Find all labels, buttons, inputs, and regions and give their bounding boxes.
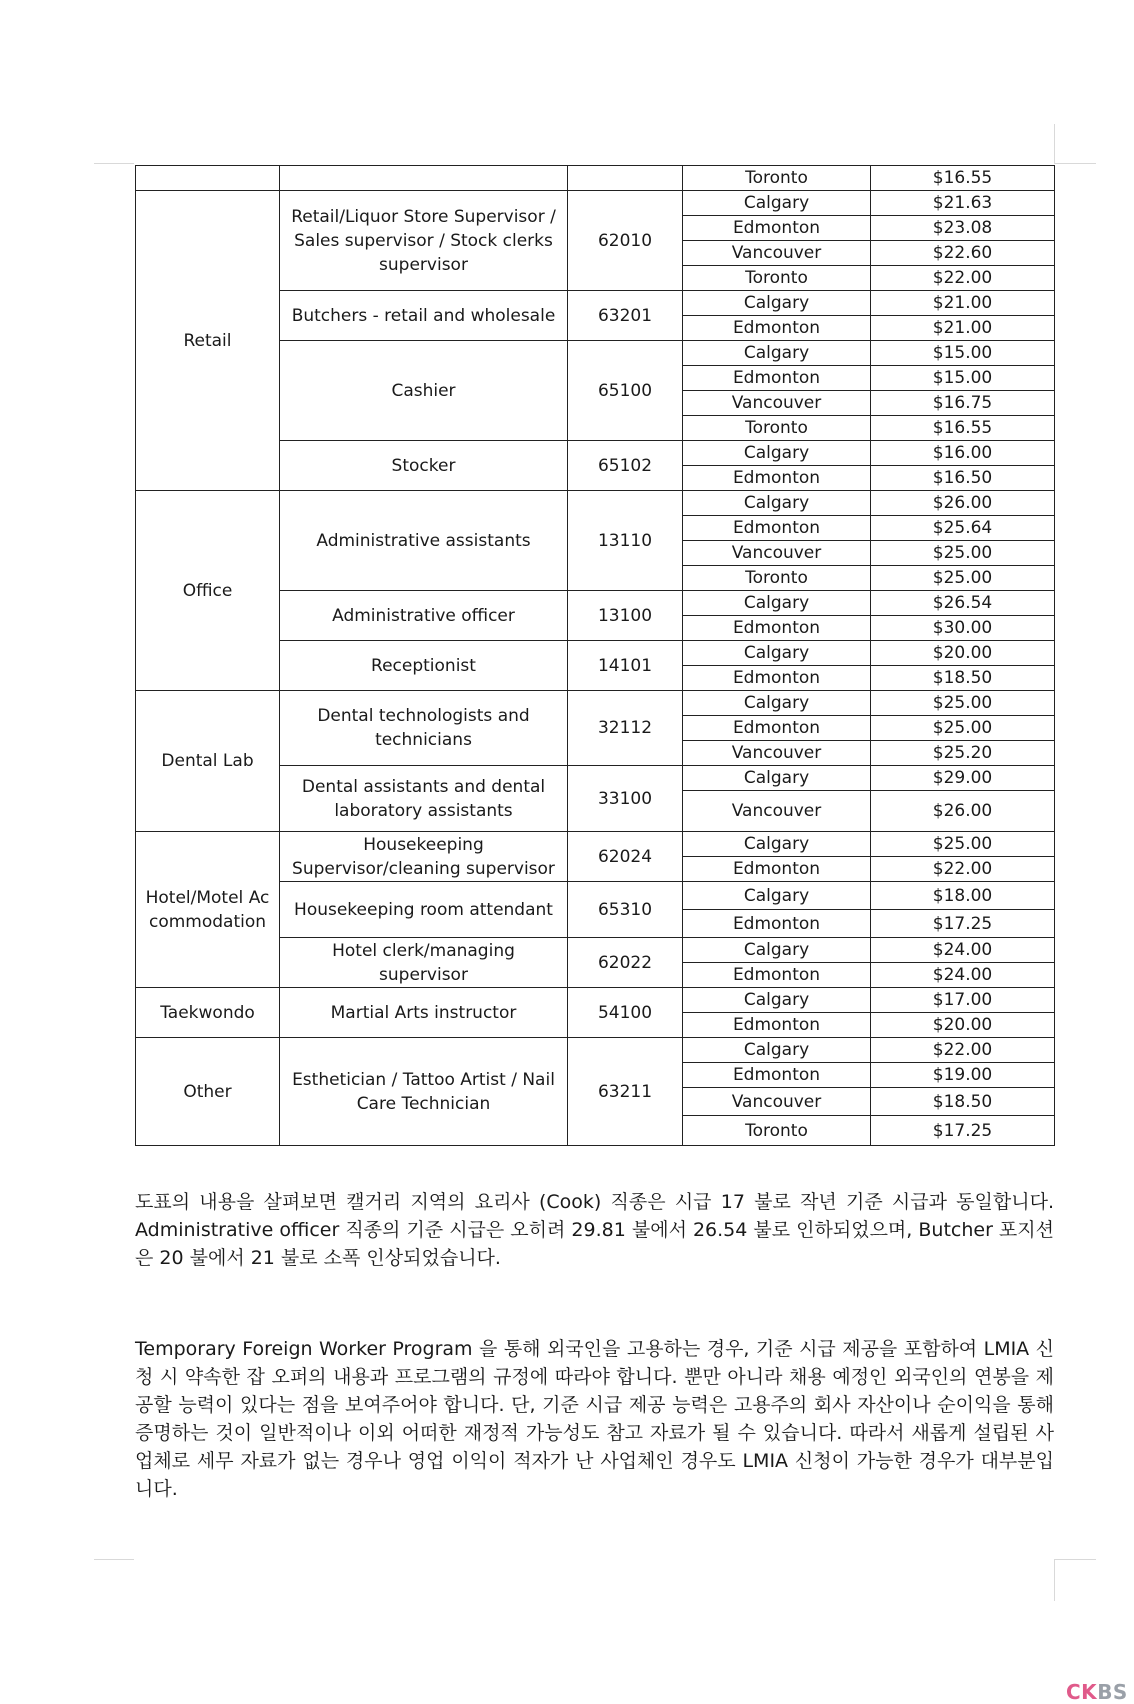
city-cell: Calgary (683, 591, 871, 616)
city-cell: Edmonton (683, 666, 871, 691)
noc-cell: 32112 (568, 691, 683, 766)
noc-cell: 54100 (568, 988, 683, 1038)
category-cell: Dental Lab (136, 691, 280, 832)
table-row (136, 491, 1055, 516)
crop-mark (94, 1559, 134, 1560)
wage-cell: $25.00 (871, 541, 1055, 566)
wage-cell: $17.00 (871, 988, 1055, 1013)
wage-cell: $15.00 (871, 341, 1055, 366)
city-cell: Edmonton (683, 616, 871, 641)
table-row (136, 1038, 1055, 1063)
wage-cell: $25.20 (871, 741, 1055, 766)
wage-cell: $24.00 (871, 938, 1055, 963)
noc-cell: 65100 (568, 341, 683, 441)
table-row (136, 691, 1055, 716)
job-cell: Receptionist (280, 641, 568, 691)
wage-cell: $25.64 (871, 516, 1055, 541)
table-row (136, 832, 1055, 857)
job-cell: Administrative officer (280, 591, 568, 641)
crop-mark (1054, 1559, 1055, 1601)
noc-cell: 63201 (568, 291, 683, 341)
category-cell: Retail (136, 191, 280, 491)
wage-cell: $23.08 (871, 216, 1055, 241)
wage-cell: $18.50 (871, 666, 1055, 691)
wage-cell: $16.55 (871, 166, 1055, 191)
city-cell: Edmonton (683, 466, 871, 491)
city-cell: Calgary (683, 882, 871, 910)
city-cell: Calgary (683, 341, 871, 366)
city-cell: Calgary (683, 641, 871, 666)
job-cell: Dental technologists and technicians (280, 691, 568, 766)
table-row (136, 191, 1055, 216)
city-cell: Calgary (683, 491, 871, 516)
wage-cell: $17.25 (871, 1116, 1055, 1146)
noc-cell: 13100 (568, 591, 683, 641)
job-cell: Esthetician / Tattoo Artist / Nail Care Technician (280, 1038, 568, 1146)
wage-cell: $17.25 (871, 910, 1055, 938)
wage-cell: $19.00 (871, 1063, 1055, 1088)
city-cell: Edmonton (683, 910, 871, 938)
tfwp-paragraph: Temporary Foreign Worker Program 을 통해 외국인을 고용하는 경우, 기준 시급 제공을 포함하여 LMIA 신청 시 약속한 잡 오퍼의 내용과 프로그램의 규정에 따라야 합니다. 뿐만 아니라 채용 예정인 외국인의 연봉을 제공할 능력이 있다는 점을 보여주어야 합니다. 단, 기준 시급 제공 능력은 고용주의 회사 자산이나 순이익을 통해 증명하는 것이 일반적이나 이외 어떠한 재정적 가능성도 참고 자료가 될 수 있습니다. 따라서 새롭게 설립된 사업체로 세무 자료가 없는 경우나 영업 이익이 적자가 난 사업체인 경우도 LMIA 신청이 가능한 경우가 대부분입니다. (135, 1338, 1054, 1500)
city-cell: Calgary (683, 691, 871, 716)
city-cell: Calgary (683, 938, 871, 963)
wage-cell: $22.00 (871, 857, 1055, 882)
city-cell: Toronto (683, 1116, 871, 1146)
job-cell: Martial Arts instructor (280, 988, 568, 1038)
crop-mark (1054, 1559, 1096, 1560)
brand-logo (1066, 1680, 1128, 1704)
wage-cell: $20.00 (871, 1013, 1055, 1038)
wage-cell: $24.00 (871, 963, 1055, 988)
brand-logo-part: BS (1097, 1680, 1128, 1704)
crop-mark (1054, 124, 1055, 164)
city-cell: Toronto (683, 566, 871, 591)
wage-cell: $21.63 (871, 191, 1055, 216)
brand-logo-part: CK (1066, 1680, 1098, 1704)
city-cell: Toronto (683, 266, 871, 291)
city-cell: Calgary (683, 441, 871, 466)
wage-cell: $22.00 (871, 266, 1055, 291)
wage-cell: $18.00 (871, 882, 1055, 910)
wage-cell: $25.00 (871, 566, 1055, 591)
wage-cell: $18.50 (871, 1088, 1055, 1116)
wage-cell: $22.00 (871, 1038, 1055, 1063)
noc-cell: 65102 (568, 441, 683, 491)
wage-cell: $30.00 (871, 616, 1055, 641)
job-cell: Hotel clerk/managing supervisor (280, 938, 568, 988)
wage-cell: $22.60 (871, 241, 1055, 266)
wage-cell: $16.55 (871, 416, 1055, 441)
category-cell: Taekwondo (136, 988, 280, 1038)
wage-cell: $26.54 (871, 591, 1055, 616)
noc-cell: 62024 (568, 832, 683, 882)
city-cell: Toronto (683, 166, 871, 191)
summary-paragraph: 도표의 내용을 살펴보면 캘거리 지역의 요리사 (Cook) 직종은 시급 17 불로 작년 기준 시급과 동일합니다. Administrative officer 직종의 기준 시급은 오히려 29.81 불에서 26.54 불로 인하되었으며, Butcher 포지션은 20 불에서 21 불로 소폭 인상되었습니다. (135, 1191, 1054, 1269)
wage-cell: $26.00 (871, 491, 1055, 516)
job-cell: Retail/Liquor Store Supervisor / Sales supervisor / Stock clerks supervisor (280, 191, 568, 291)
table-row (136, 988, 1055, 1013)
job-cell: Stocker (280, 441, 568, 491)
city-cell: Vancouver (683, 391, 871, 416)
wage-table (135, 165, 1055, 1146)
wage-cell: $15.00 (871, 366, 1055, 391)
city-cell: Calgary (683, 291, 871, 316)
wage-cell: $25.00 (871, 716, 1055, 741)
city-cell: Edmonton (683, 216, 871, 241)
noc-cell: 14101 (568, 641, 683, 691)
wage-cell: $16.50 (871, 466, 1055, 491)
city-cell: Calgary (683, 766, 871, 791)
job-cell: Dental assistants and dental laboratory assistants (280, 766, 568, 832)
table-row (136, 166, 1055, 191)
job-cell: Administrative assistants (280, 491, 568, 591)
category-cell: Hotel/Motel Accommodation (136, 832, 280, 988)
city-cell: Calgary (683, 1038, 871, 1063)
crop-mark (94, 163, 134, 164)
noc-cell: 65310 (568, 882, 683, 938)
noc-cell (568, 166, 683, 191)
city-cell: Vancouver (683, 1088, 871, 1116)
city-cell: Vancouver (683, 741, 871, 766)
city-cell: Edmonton (683, 1063, 871, 1088)
job-cell (280, 166, 568, 191)
city-cell: Vancouver (683, 541, 871, 566)
city-cell: Vancouver (683, 241, 871, 266)
city-cell: Vancouver (683, 791, 871, 832)
wage-cell: $25.00 (871, 691, 1055, 716)
city-cell: Edmonton (683, 366, 871, 391)
wage-cell: $16.00 (871, 441, 1055, 466)
city-cell: Edmonton (683, 963, 871, 988)
noc-cell: 13110 (568, 491, 683, 591)
city-cell: Calgary (683, 988, 871, 1013)
city-cell: Edmonton (683, 516, 871, 541)
wage-cell: $20.00 (871, 641, 1055, 666)
category-cell: Other (136, 1038, 280, 1146)
noc-cell: 63211 (568, 1038, 683, 1146)
city-cell: Calgary (683, 832, 871, 857)
wage-cell: $26.00 (871, 791, 1055, 832)
wage-cell: $25.00 (871, 832, 1055, 857)
job-cell: Butchers - retail and wholesale (280, 291, 568, 341)
noc-cell: 33100 (568, 766, 683, 832)
wage-cell: $16.75 (871, 391, 1055, 416)
crop-mark (1054, 163, 1096, 164)
noc-cell: 62010 (568, 191, 683, 291)
city-cell: Edmonton (683, 316, 871, 341)
wage-cell: $21.00 (871, 291, 1055, 316)
job-cell: Housekeeping Supervisor/cleaning supervisor (280, 832, 568, 882)
city-cell: Edmonton (683, 857, 871, 882)
category-cell: Office (136, 491, 280, 691)
job-cell: Housekeeping room attendant (280, 882, 568, 938)
category-cell (136, 166, 280, 191)
city-cell: Calgary (683, 191, 871, 216)
city-cell: Edmonton (683, 716, 871, 741)
city-cell: Toronto (683, 416, 871, 441)
wage-cell: $21.00 (871, 316, 1055, 341)
noc-cell: 62022 (568, 938, 683, 988)
job-cell: Cashier (280, 341, 568, 441)
wage-cell: $29.00 (871, 766, 1055, 791)
city-cell: Edmonton (683, 1013, 871, 1038)
